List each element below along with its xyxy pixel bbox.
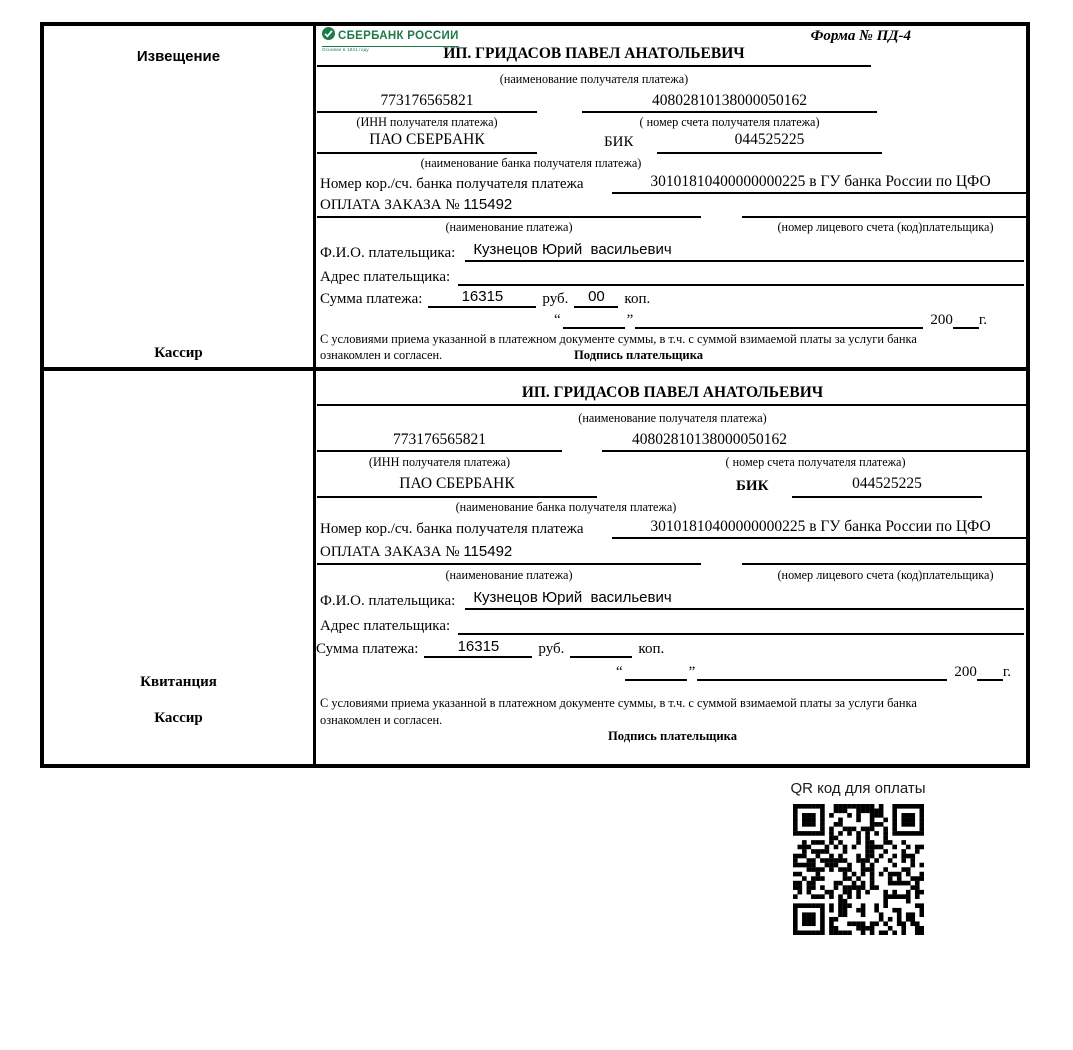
date-line [554,310,987,329]
payer-address-line [458,265,1024,286]
amount-rubles-value: 16315 [428,288,536,308]
rubles-label: руб. [538,641,565,657]
notice-section [44,26,1026,371]
order-label: ОПЛАТА ЗАКАЗА № [320,197,460,213]
year-prefix: 200 [930,312,953,328]
date-day-line [625,662,687,681]
receipt-main-cell [316,371,1026,764]
terms-line2: ознакомлен и согласен. [320,713,443,727]
date-month-line [697,662,947,681]
payer-name-label: Ф.И.О. плательщика: [320,593,456,609]
order-number: 115492 [463,543,513,560]
notice-cashier-label: Кассир [154,345,203,361]
payer-address-label: Адрес плательщика: [320,618,451,634]
year-suffix: г. [1002,664,1012,680]
amount-label: Сумма платежа: [316,641,419,657]
bank-caption: (наименование банка получателя платежа) [420,156,642,170]
inn-caption: (ИНН получателя платежа) [368,455,511,469]
korr-account-value: 30101810400000000225 в ГУ банка России по ЦФО [612,518,1029,539]
recipient-account-value: 40802810138000050162 [582,92,877,113]
year-prefix: 200 [954,664,977,680]
payer-name-value: Кузнецов Юрий васильевич [465,241,1024,262]
payer-name-row [320,241,1024,262]
bank-caption: (наименование банка получателя платежа) [455,500,677,514]
amount-row [316,638,664,658]
personal-account-caption: (номер лицевого счета (код)плательщика) [777,220,994,234]
payer-address-row [320,614,1024,635]
payer-signature-label: Подпись плательщика [574,348,704,362]
korr-account-label: Номер кор./сч. банка получателя платежа [320,521,584,537]
payer-signature-label: Подпись плательщика [607,729,738,743]
recipient-caption: (наименование получателя платежа) [578,411,767,425]
order-number: 115492 [463,196,513,213]
payment-purpose-line [317,543,701,565]
inn-caption: (ИНН получателя платежа) [356,115,498,129]
payment-purpose-line [317,196,701,218]
date-day-line [563,310,625,329]
bank-name-value: ПАО СБЕРБАНК [317,475,597,498]
notice-label: Извещение [136,48,221,65]
amount-kopecks-value [570,638,632,658]
recipient-account-value: 40802810138000050162 [602,431,1029,452]
kopecks-label: коп. [624,291,651,307]
account-caption: ( номер счета получателя платежа) [639,115,820,129]
recipient-name: ИП. ГРИДАСОВ ПАВЕЛ АНАТОЛЬЕВИЧ [317,384,1028,406]
payer-name-value: Кузнецов Юрий васильевич [465,589,1024,610]
account-caption: ( номер счета получателя платежа) [725,455,906,469]
close-quote: ” [688,664,696,680]
recipient-caption: (наименование получателя платежа) [499,72,689,86]
order-label: ОПЛАТА ЗАКАЗА № [320,544,460,560]
close-quote: ” [626,312,634,328]
date-month-line [635,310,923,329]
qr-code [793,804,924,935]
receipt-side-cell [44,371,316,764]
payer-address-line [458,614,1024,635]
open-quote: “ [616,664,623,680]
open-quote: “ [554,312,561,328]
payer-address-label: Адрес плательщика: [320,269,451,285]
sberbank-logo-row [322,27,459,47]
receipt-cashier-label: Кассир [154,710,203,726]
notice-main-cell [316,26,1026,367]
terms-line1: С условиями приема указанной в платежном документе суммы, в т.ч. с суммой взимаемой платы за услуги банка [320,332,917,346]
korr-account-label: Номер кор./сч. банка получателя платежа [320,176,584,192]
amount-label: Сумма платежа: [320,291,423,307]
sberbank-logo-icon [322,27,335,45]
payer-name-label: Ф.И.О. плательщика: [320,245,456,261]
qr-label: QR код для оплаты [790,780,926,797]
bik-label: БИК [736,478,769,494]
year-suffix: г. [978,312,988,328]
payer-address-row [320,265,1024,286]
qr-payment-block [770,780,946,940]
rubles-label: руб. [542,291,569,307]
amount-rubles-value: 16315 [424,638,532,658]
amount-row [320,288,650,308]
form-number-label: Форма № ПД-4 [810,28,911,44]
notice-side-cell [44,26,316,367]
payment-name-caption: (наименование платежа) [445,568,573,582]
terms-line2: ознакомлен и согласен. [320,348,443,362]
bik-value: 044525225 [657,131,882,154]
korr-account-value: 30101810400000000225 в ГУ банка России по ЦФО [612,173,1029,194]
bik-label: БИК [604,134,634,150]
payment-name-caption: (наименование платежа) [445,220,573,234]
sberbank-logo-text: СБЕРБАНК РОССИИ [338,30,459,42]
year-line [977,662,1003,681]
receipt-section [44,371,1026,764]
payment-form-table [40,22,1030,768]
bik-value: 044525225 [792,475,982,498]
amount-kopecks-value: 00 [574,288,618,308]
terms-line1: С условиями приема указанной в платежном документе суммы, в т.ч. с суммой взимаемой платы за услуги банка [320,696,917,710]
recipient-inn-value: 773176565821 [317,431,562,452]
recipient-name: ИП. ГРИДАСОВ ПАВЕЛ АНАТОЛЬЕВИЧ [317,45,871,67]
year-line [953,310,979,329]
payer-name-row [320,589,1024,610]
personal-account-line [742,196,1029,218]
personal-account-line [742,543,1029,565]
date-line [616,662,1011,681]
receipt-label: Квитанция [140,674,217,690]
recipient-inn-value: 773176565821 [317,92,537,113]
bank-name-value: ПАО СБЕРБАНК [317,131,537,154]
personal-account-caption: (номер лицевого счета (код)плательщика) [777,568,994,582]
kopecks-label: коп. [638,641,665,657]
sberbank-tagline: Основан в 1841 году [322,47,369,52]
